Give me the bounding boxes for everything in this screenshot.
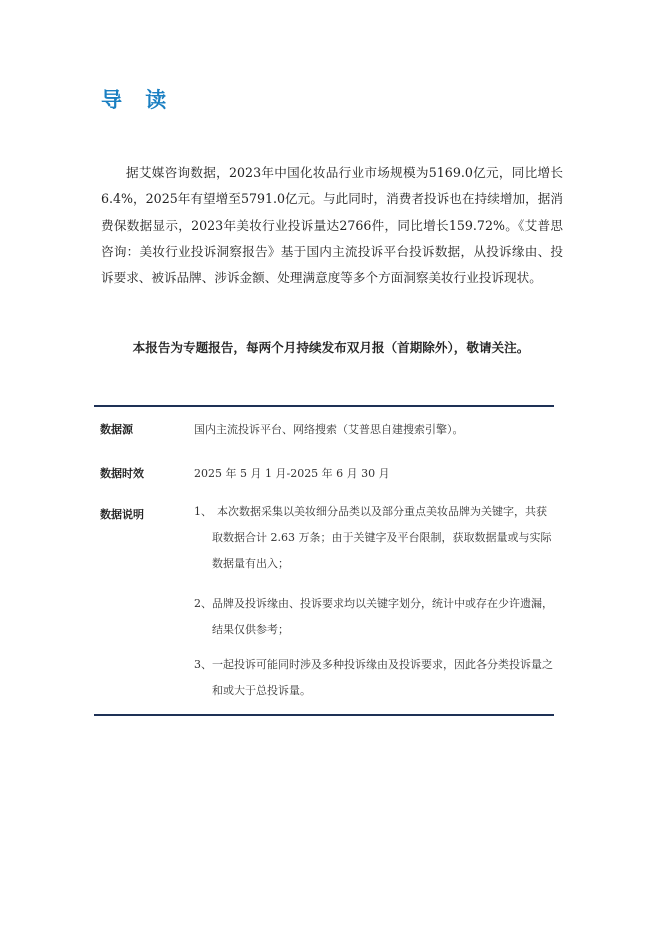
- note-text: 本次数据采集以美妆细分品类以及部分重点美妆品牌为关键字，共获取数据合计 2.63 万条；由于关键字及平台限制，获取数据量或与实际数据量有出入；: [212, 505, 552, 570]
- intro-paragraph: 据艾媒咨询数据，2023年中国化妆品行业市场规模为5169.0亿元，同比增长6.4%，2025年有望增至5791.0亿元。与此同时，消费者投诉也在持续增加，据消费保数据显示，2023年美妆行业投诉量达2766件，同比增长159.72%。《艾普思咨询：美妆行业投诉洞察报告》基于国内主流投诉平台投诉数据，从投诉缘由、投诉要求、被诉品牌、涉诉金额、处理满意度等多个方面洞察美妆行业投诉现状。: [101, 165, 563, 286]
- source-value: 国内主流投诉平台、网络搜索（艾普思自建搜索引擎）。: [194, 423, 464, 436]
- note-item: [194, 591, 554, 643]
- note-number: 1、: [194, 505, 212, 518]
- period-label: 数据时效: [100, 467, 144, 480]
- note-number: 3、: [194, 658, 212, 671]
- note-text: 一起投诉可能同时涉及多种投诉缘由及投诉要求，因此各分类投诉量之和或大于总投诉量。: [212, 658, 553, 697]
- info-table: [94, 405, 554, 716]
- period-value: 2025 年 5 月 1 月-2025 年 6 月 30 月: [194, 467, 390, 480]
- notes-label: 数据说明: [100, 508, 144, 521]
- note-item: [194, 499, 554, 577]
- page-title: 导 读: [101, 88, 175, 112]
- note-text: 品牌及投诉缘由、投诉要求均以关键字划分，统计中或存在少许遗漏，结果仅供参考；: [212, 597, 553, 636]
- note-number: 2、: [194, 597, 212, 610]
- notice-text: 本报告为专题报告，每两个月持续发布双月报（首期除外），敬请关注。: [132, 340, 530, 355]
- note-item: [194, 652, 554, 704]
- source-label: 数据源: [100, 423, 133, 436]
